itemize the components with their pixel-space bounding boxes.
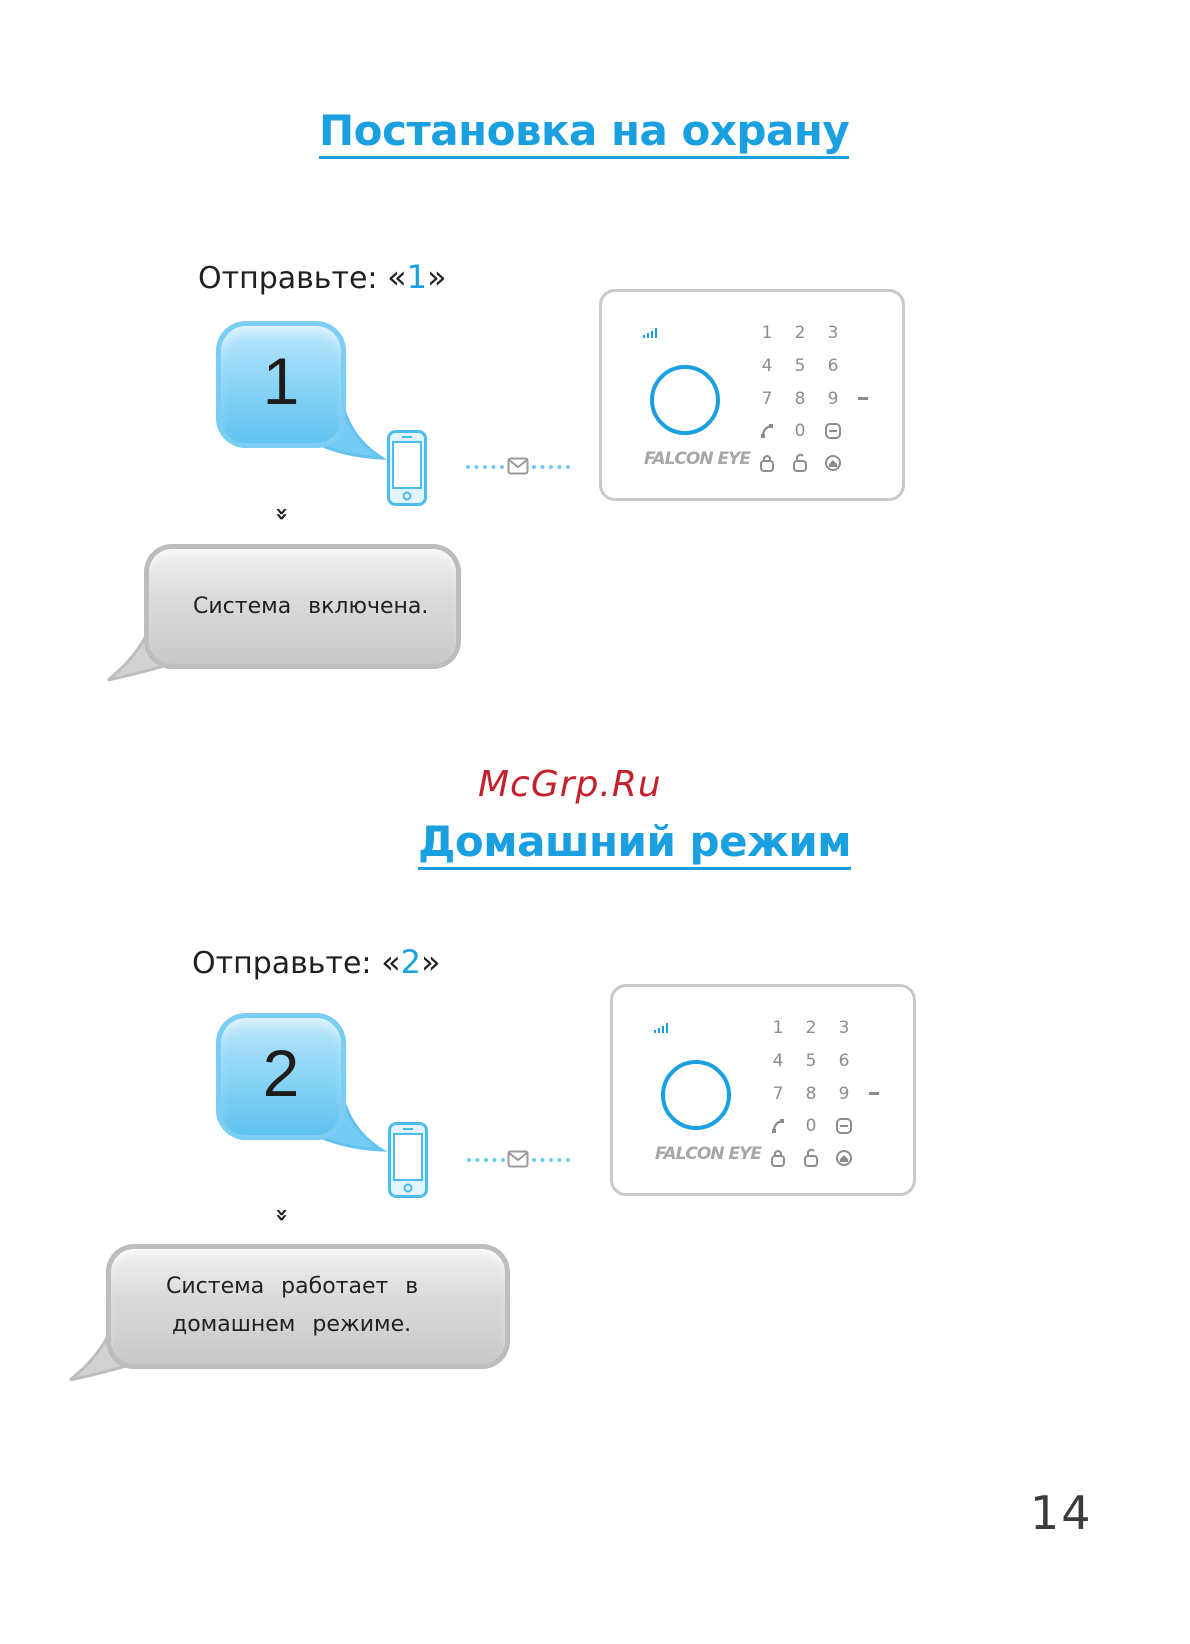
quote-open: « [387, 258, 407, 296]
panel-dash [869, 1092, 879, 1095]
sos-icon [821, 421, 845, 441]
chevron-down-icon: » [269, 1207, 295, 1223]
disarm-icon [788, 453, 812, 473]
key-1: 1 [772, 1018, 784, 1038]
signal-dots-left [467, 1158, 505, 1162]
response-bubble [106, 1244, 510, 1369]
key-0: 0 [805, 1116, 817, 1136]
key-5: 5 [794, 356, 806, 376]
command-bubble [216, 1013, 346, 1140]
key-9: 9 [838, 1084, 850, 1104]
chevron-down-icon: » [269, 506, 295, 522]
arm-icon [766, 1148, 790, 1168]
home-mode-icon [832, 1148, 856, 1168]
key-6: 6 [838, 1051, 850, 1071]
signal-dots-right [532, 1158, 570, 1162]
key-4: 4 [772, 1051, 784, 1071]
key-5: 5 [805, 1051, 817, 1071]
brand-logo: FALCON EYE [644, 449, 751, 469]
key-7: 7 [772, 1084, 784, 1104]
response-bubble [144, 544, 461, 669]
quote-open: « [381, 943, 401, 981]
command-code: 2 [400, 943, 422, 981]
response-line-2: домашнем режиме. [172, 1312, 412, 1337]
key-8: 8 [805, 1084, 817, 1104]
key-0: 0 [794, 421, 806, 441]
message-envelope-icon [507, 1150, 529, 1168]
call-icon [755, 421, 779, 441]
phone-icon [387, 430, 427, 506]
brand-logo: FALCON EYE [655, 1144, 762, 1164]
signal-icon [654, 1023, 668, 1033]
command-bubble [216, 321, 346, 448]
command-code: 1 [406, 258, 428, 296]
arm-icon [755, 453, 779, 473]
key-9: 9 [827, 389, 839, 409]
key-3: 3 [827, 323, 839, 343]
message-envelope-icon [507, 457, 529, 475]
disarm-icon [799, 1148, 823, 1168]
section-title-arm: Постановка на охрану [319, 108, 849, 159]
key-2: 2 [794, 323, 806, 343]
home-mode-icon [821, 453, 845, 473]
key-8: 8 [794, 389, 806, 409]
signal-dots-right [532, 465, 570, 469]
key-6: 6 [827, 356, 839, 376]
send-instruction [198, 258, 447, 296]
quote-close: » [421, 943, 441, 981]
sos-icon [832, 1116, 856, 1136]
signal-icon [643, 328, 657, 338]
signal-dots-left [466, 465, 504, 469]
page-number: 14 [1030, 1486, 1093, 1540]
watermark: McGrp.Ru [478, 764, 662, 805]
section-title-home: Домашний режим [418, 819, 851, 870]
call-icon [766, 1116, 790, 1136]
panel-dash [858, 397, 868, 400]
response-line-1: Система включена. [193, 594, 429, 619]
key-2: 2 [805, 1018, 817, 1038]
send-instruction [192, 943, 441, 981]
alarm-panel [610, 984, 916, 1196]
response-line-1: Система работает в [166, 1274, 419, 1299]
command-digit: 2 [262, 1036, 300, 1110]
key-3: 3 [838, 1018, 850, 1038]
arm-ring-indicator [661, 1060, 731, 1130]
arm-ring-indicator [650, 365, 720, 435]
send-prefix: Отправьте: [192, 946, 382, 981]
phone-icon [388, 1122, 428, 1198]
alarm-panel [599, 289, 905, 501]
key-7: 7 [761, 389, 773, 409]
command-digit: 1 [262, 344, 300, 418]
key-4: 4 [761, 356, 773, 376]
quote-close: » [427, 258, 447, 296]
send-prefix: Отправьте: [198, 261, 388, 296]
key-1: 1 [761, 323, 773, 343]
